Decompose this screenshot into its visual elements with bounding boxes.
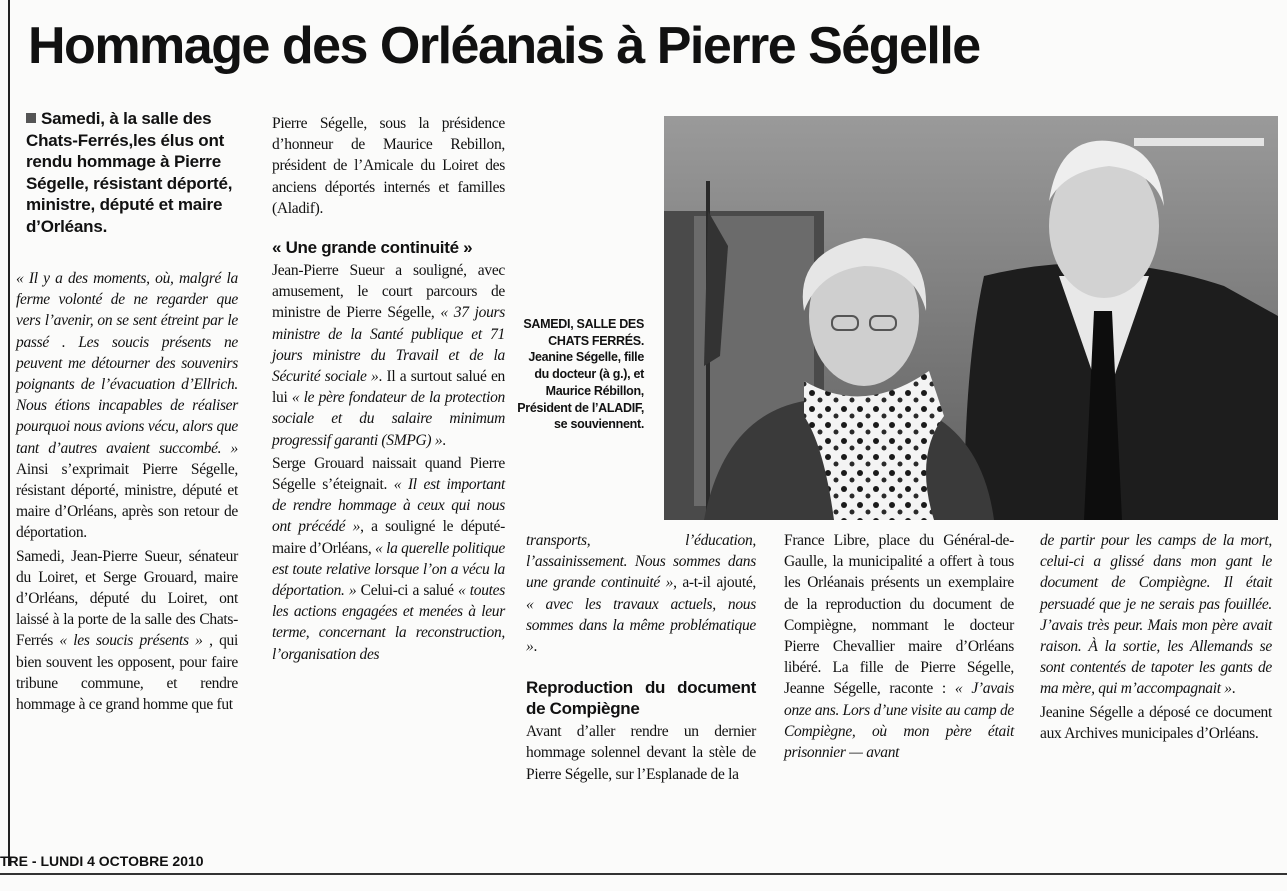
bullet-square-icon: [26, 113, 36, 123]
article-column-3: [526, 530, 756, 785]
col2-p2-a: Jean-Pierre Sueur a souligné, avec amusement, le court parcours de ministre de Pierre Ségelle,: [272, 262, 505, 322]
col1-quote: « Il y a des moments, où, malgré la ferme volonté de ne regarder que vers l’avenir, on se sent étreint par le passé . Les soucis présents ne peuvent me détourner des souvenirs poignants de l’évacuation d’Ellrich. Nous étions incapables de réaliser pourquoi nous avions vécu, alors que tant d’autres avaient succombé. »: [16, 270, 238, 457]
col2-p2-em2: « le père fondateur de la protection sociale et du salaire minimum progressif garanti (SMPG) »: [272, 389, 505, 449]
col3-subhead: Reproduction du document de Compiègne: [526, 678, 756, 719]
article-column-5: [1040, 530, 1272, 744]
col3-p1-em1: transports, l’éducation, l’assainissement. Nous sommes dans une grande continuité »: [526, 532, 756, 592]
col3-p1-a: , a-t-il ajouté,: [673, 574, 756, 592]
col2-p3-em1: « Il est important de rendre hommage à ceux qui nous ont précédé »: [272, 476, 505, 536]
photo-caption: SAMEDI, SALLE DES CHATS FERRÉS. Jeanine Ségelle, fille du docteur (à g.), et Maurice Rébillon, Président de l’ALADIF, se souviennent.: [517, 317, 644, 432]
col4-p1-em: « J’avais onze ans. Lors d’une visite au camp de Compiègne, où mon père était prisonnier — avant: [784, 680, 1014, 762]
col1-p2-em: « les soucis présents »: [59, 632, 203, 650]
article-column-4: [784, 530, 1014, 763]
col2-paragraph-2: [272, 260, 505, 451]
col3-paragraph-1: [526, 530, 756, 657]
col4-p1-a: France Libre, place du Général-de-Gaulle, la municipalité a offert à tous les Orléanais présents un exemplaire de la reproduction du document de Compiègne, nommant le docteur Pierre Chevallier maire d’Orléans libéré. La fille de Pierre Ségelle, Jeanne Ségelle, raconte :: [784, 532, 1014, 698]
col5-p1-em: de partir pour les camps de la mort, celui-ci a glissé dans mon gant le document de Compiègne. Il était persuadé que je ne serais pas fouillée. J’avais très peur. Mais mon père avait raison. À la sortie, les Allemands se sont contentés de tapoter les gants de ma mère, qui m’accompagnait »: [1040, 532, 1272, 698]
col5-paragraph-1: [1040, 530, 1272, 700]
col1-p2-a: Samedi, Jean-Pierre Sueur, sénateur du Loiret, et Serge Grouard, maire d’Orléans, député du Loiret, ont laissé à la porte de la salle des Chats-Ferrés: [16, 547, 238, 650]
col3-p1-em2: « avec les travaux actuels, nous sommes dans la même problématique »: [526, 595, 756, 656]
col2-subhead: « Une grande continuité »: [272, 238, 473, 258]
col2-p2-b: . Il a surtout salué en lui: [272, 368, 505, 407]
col2-p3-em2: « la querelle politique est toute relative lorsque l’on a vécu la déportation. »: [272, 539, 505, 600]
footer-date: TRE - LUNDI 4 OCTOBRE 2010: [0, 853, 204, 869]
col5-p1-b: .: [1231, 680, 1236, 698]
col2-p3-a: Serge Grouard naissait quand Pierre Ségelle s’éteignait.: [272, 454, 505, 494]
col1-p2-b: , qui bien souvent les opposent, pour faire tribune commune, et rendre hommage à ce grand homme que fut: [16, 632, 239, 714]
col5-paragraph-2: Jeanine Ségelle a déposé ce document aux Archives municipales d’Orléans.: [1040, 703, 1272, 742]
col2-p2-c: .: [442, 431, 446, 449]
headline: Hommage des Orléanais à Pierre Ségelle: [28, 17, 980, 75]
col1-paragraph-2: [16, 546, 238, 716]
lede: [26, 108, 254, 238]
col1-paragraph-1: [16, 268, 238, 544]
lede-text: Samedi, à la salle des Chats-Ferrés,les élus ont rendu hommage à Pierre Ségelle, résistant déporté, ministre, député et maire d’Orléans.: [26, 109, 233, 236]
col4-paragraph-1: [784, 530, 1014, 763]
col3-paragraph-2: Avant d’aller rendre un dernier hommage solennel devant la stèle de Pierre Ségelle, sur l’Esplanade de la: [526, 723, 756, 783]
col2-paragraph-3: [272, 453, 505, 665]
article-column-2: [272, 113, 505, 665]
photo: [664, 116, 1278, 520]
photo-illustration: [664, 116, 1278, 520]
left-column-rule: [8, 0, 10, 866]
col1-quote-after: Ainsi s’exprimait Pierre Ségelle, résistant déporté, ministre, député et maire d’Orléans, après son retour de déportation.: [16, 460, 238, 542]
footer-rule: [0, 873, 1287, 875]
col3-p1-b: .: [533, 638, 538, 656]
col2-paragraph-1: Pierre Ségelle, sous la présidence d’honneur de Maurice Rebillon, président de l’Amicale du Loiret des anciens déportés internés et familles (Aladif).: [272, 115, 505, 217]
col2-p3-b: , a souligné le député-maire d’Orléans,: [272, 518, 505, 557]
col2-p3-c: Celui-ci a salué: [356, 582, 459, 600]
col2-p2-em1: « 37 jours ministre de la Santé publique et 71 jours ministre du Travail et de la Sécurité sociale »: [272, 304, 505, 386]
col2-p3-em3: « toutes les actions engagées et menées à leur terme, concernant la reconstruction, l’organisation des: [272, 582, 505, 663]
article-column-1: [16, 268, 238, 715]
